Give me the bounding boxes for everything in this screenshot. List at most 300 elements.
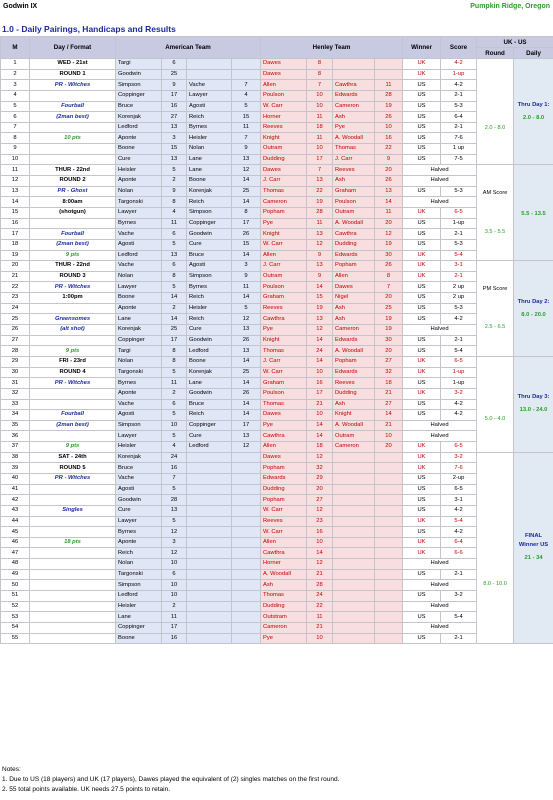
table-row — [1, 229, 553, 240]
note-1: 1. Due to US (18 players) and UK (17 players), Dawes played the equivalent of (2) singles matches on the first round. — [2, 776, 340, 783]
uk-player-2: Ash — [333, 399, 375, 410]
us-handicap-2: 14 — [232, 293, 261, 304]
session-score — [477, 165, 514, 261]
winner-cell: US — [403, 527, 441, 538]
uk-player-1: W. Carr — [261, 239, 307, 250]
uk-player-1: Dawes — [261, 410, 307, 421]
uk-player-1: Poulson — [261, 388, 307, 399]
winner-cell: UK — [403, 442, 441, 453]
table-row — [1, 69, 553, 80]
us-player-1: Bruce — [116, 101, 162, 112]
notes-heading: Notes: — [2, 766, 21, 773]
us-player-1: Heisler — [116, 165, 162, 176]
us-handicap-1: 13 — [162, 505, 187, 516]
match-number: 6 — [1, 112, 30, 123]
table-row — [1, 144, 553, 155]
uk-player-2: Knight — [333, 410, 375, 421]
uk-player-1: Cawthra — [261, 548, 307, 559]
uk-handicap-1: 12 — [307, 452, 333, 463]
day-format-cell — [30, 484, 116, 495]
match-number: 34 — [1, 410, 30, 421]
uk-handicap-2: 30 — [375, 250, 403, 261]
us-player-1: Aponte — [116, 176, 162, 187]
us-handicap-1: 5 — [162, 165, 187, 176]
uk-player-2: Outram — [333, 207, 375, 218]
winner-cell: UK — [403, 69, 441, 80]
uk-player-1: Dawes — [261, 69, 307, 80]
uk-handicap-1: 7 — [307, 80, 333, 91]
uk-player-1: Reeves — [261, 122, 307, 133]
us-player-1: Agosti — [116, 484, 162, 495]
table-row — [1, 399, 553, 410]
uk-player-2 — [333, 484, 375, 495]
score-cell: 6-5 — [441, 442, 477, 453]
us-handicap-2 — [232, 569, 261, 580]
uk-handicap-2: 19 — [375, 314, 403, 325]
uk-handicap-1: 12 — [307, 325, 333, 336]
us-handicap-2 — [232, 633, 261, 644]
uk-handicap-1: 14 — [307, 420, 333, 431]
winner-cell: US — [403, 154, 441, 165]
uk-player-2: Outram — [333, 431, 375, 442]
uk-handicap-1: 10 — [307, 90, 333, 101]
uk-handicap-1: 13 — [307, 176, 333, 187]
winner-cell: US — [403, 90, 441, 101]
event-name: Godwin IX — [3, 3, 38, 10]
uk-player-1: Dudding — [261, 484, 307, 495]
table-row — [1, 218, 553, 229]
us-handicap-2: 5 — [232, 303, 261, 314]
score-cell: 4-2 — [441, 399, 477, 410]
match-number: 11 — [1, 165, 30, 176]
score-cell: 6-5 — [441, 207, 477, 218]
day-format-cell — [30, 335, 116, 346]
match-number: 28 — [1, 346, 30, 357]
us-player-2: Korenjak — [187, 186, 232, 197]
us-handicap-2: 12 — [232, 314, 261, 325]
uk-player-1: Edwards — [261, 473, 307, 484]
match-number: 25 — [1, 314, 30, 325]
us-player-1: Targonski — [116, 367, 162, 378]
us-handicap-2: 25 — [232, 186, 261, 197]
score-cell: 6-5 — [441, 356, 477, 367]
winner-cell: UK — [403, 59, 441, 70]
us-handicap-2: 14 — [232, 197, 261, 208]
uk-handicap-2: 26 — [375, 112, 403, 123]
table-row — [1, 112, 553, 123]
winner-cell: UK — [403, 207, 441, 218]
table-row — [1, 537, 553, 548]
uk-handicap-2 — [375, 484, 403, 495]
table-row — [1, 250, 553, 261]
table-row — [1, 505, 553, 516]
us-handicap-2: 12 — [232, 165, 261, 176]
us-handicap-2: 5 — [232, 101, 261, 112]
us-player-1: Korenjak — [116, 325, 162, 336]
uk-handicap-2: 20 — [375, 293, 403, 304]
daily-total: 8.0 - 20.0 — [521, 311, 546, 318]
uk-handicap-1: 19 — [307, 197, 333, 208]
uk-handicap-1: 17 — [307, 154, 333, 165]
uk-player-1: Poulson — [261, 282, 307, 293]
us-player-1: Korenjak — [116, 112, 162, 123]
us-handicap-1: 8 — [162, 197, 187, 208]
uk-player-1: Thomas — [261, 346, 307, 357]
uk-player-1: W. Carr — [261, 101, 307, 112]
us-player-2: Ledford — [187, 442, 232, 453]
uk-player-1: Pye — [261, 218, 307, 229]
us-handicap-1: 16 — [162, 463, 187, 474]
us-player-2: Lane — [187, 154, 232, 165]
winner-cell: UK — [403, 367, 441, 378]
table-row — [1, 463, 553, 474]
day-format-cell — [30, 303, 116, 314]
winner-cell: UK — [403, 261, 441, 272]
winner-cell: Halved — [403, 580, 477, 591]
day-format-cell: 10 pts — [30, 133, 116, 144]
us-player-1: Simpson — [116, 580, 162, 591]
table-row — [1, 186, 553, 197]
us-player-2: Cure — [187, 239, 232, 250]
winner-cell: Halved — [403, 431, 477, 442]
uk-player-1: Popham — [261, 463, 307, 474]
col-winner: Winner — [403, 37, 441, 59]
match-number: 46 — [1, 537, 30, 548]
col-ukus: UK - US — [477, 37, 553, 48]
uk-handicap-1: 11 — [307, 133, 333, 144]
uk-handicap-1: 11 — [307, 112, 333, 123]
uk-handicap-2: 8 — [375, 271, 403, 282]
score-cell: 2 up — [441, 293, 477, 304]
us-handicap-2 — [232, 473, 261, 484]
us-handicap-1: 5 — [162, 239, 187, 250]
uk-handicap-2 — [375, 463, 403, 474]
day-format-cell — [30, 622, 116, 633]
day-format-cell: 9 pts — [30, 442, 116, 453]
uk-handicap-1: 14 — [307, 431, 333, 442]
match-number: 55 — [1, 633, 30, 644]
uk-player-2: Ash — [333, 303, 375, 314]
day-format-cell: (shotgun) — [30, 207, 116, 218]
uk-player-1: Graham — [261, 378, 307, 389]
uk-handicap-1: 18 — [307, 442, 333, 453]
match-number: 19 — [1, 250, 30, 261]
uk-handicap-1: 21 — [307, 622, 333, 633]
us-handicap-2: 17 — [232, 420, 261, 431]
col-american: American Team — [116, 37, 261, 59]
us-handicap-1: 3 — [162, 537, 187, 548]
us-handicap-2 — [232, 69, 261, 80]
us-player-2: Goodwin — [187, 335, 232, 346]
match-number: 3 — [1, 80, 30, 91]
match-number: 54 — [1, 622, 30, 633]
day-format-cell: ROUND 1 — [30, 69, 116, 80]
us-handicap-2: 14 — [232, 410, 261, 421]
uk-player-1: Outram — [261, 144, 307, 155]
uk-player-1: W. Carr — [261, 367, 307, 378]
uk-player-2: Reeves — [333, 165, 375, 176]
daily-label: Thru Day 2: — [517, 298, 550, 305]
us-handicap-1: 5 — [162, 282, 187, 293]
us-player-1: Boone — [116, 633, 162, 644]
uk-handicap-2: 26 — [375, 176, 403, 187]
table-row — [1, 165, 553, 176]
uk-player-1: Pye — [261, 325, 307, 336]
uk-player-1: Graham — [261, 293, 307, 304]
us-player-1: Boone — [116, 293, 162, 304]
score-cell: 6-4 — [441, 112, 477, 123]
us-handicap-1: 6 — [162, 229, 187, 240]
score-cell: 1-up — [441, 69, 477, 80]
us-handicap-2 — [232, 591, 261, 602]
us-player-2: Byrnes — [187, 122, 232, 133]
winner-cell: US — [403, 378, 441, 389]
uk-handicap-2 — [375, 505, 403, 516]
uk-player-1: Cameron — [261, 197, 307, 208]
table-row — [1, 282, 553, 293]
score-cell: 5-4 — [441, 612, 477, 623]
uk-handicap-2: 20 — [375, 165, 403, 176]
winner-cell: US — [403, 410, 441, 421]
match-number: 37 — [1, 442, 30, 453]
uk-player-2: J. Carr — [333, 154, 375, 165]
uk-handicap-1: 14 — [307, 282, 333, 293]
day-format-cell: PR - Witches — [30, 473, 116, 484]
us-player-2: Simpson — [187, 271, 232, 282]
uk-handicap-1: 14 — [307, 335, 333, 346]
uk-player-1: Allen — [261, 537, 307, 548]
score-cell: 2-1 — [441, 633, 477, 644]
us-player-1: Coppinger — [116, 90, 162, 101]
uk-handicap-2: 11 — [375, 207, 403, 218]
uk-handicap-2 — [375, 69, 403, 80]
uk-player-2: Thomas — [333, 144, 375, 155]
uk-handicap-1: 12 — [307, 559, 333, 570]
us-player-2 — [187, 559, 232, 570]
spacer — [479, 198, 511, 227]
us-handicap-2: 14 — [232, 378, 261, 389]
uk-player-1: Dawes — [261, 59, 307, 70]
winner-cell: Halved — [403, 325, 477, 336]
us-handicap-2 — [232, 601, 261, 612]
us-handicap-1: 17 — [162, 335, 187, 346]
table-row — [1, 633, 553, 644]
uk-handicap-1: 16 — [307, 527, 333, 538]
uk-player-2 — [333, 537, 375, 548]
us-handicap-1: 2 — [162, 303, 187, 314]
table-row — [1, 239, 553, 250]
winner-cell: US — [403, 80, 441, 91]
uk-handicap-2: 21 — [375, 388, 403, 399]
day-format-cell: Greensomes — [30, 314, 116, 325]
uk-handicap-1: 13 — [307, 314, 333, 325]
uk-handicap-1: 29 — [307, 473, 333, 484]
us-player-2: Reich — [187, 314, 232, 325]
us-player-1: Targonski — [116, 197, 162, 208]
uk-handicap-1: 10 — [307, 144, 333, 155]
uk-player-2 — [333, 473, 375, 484]
uk-handicap-1: 10 — [307, 537, 333, 548]
us-player-1: Targonski — [116, 569, 162, 580]
score-cell: 2-1 — [441, 122, 477, 133]
uk-handicap-2: 19 — [375, 101, 403, 112]
pairings-table — [0, 36, 553, 644]
uk-handicap-1: 32 — [307, 463, 333, 474]
us-handicap-1: 13 — [162, 122, 187, 133]
score-cell: 7-6 — [441, 133, 477, 144]
us-player-1: Nolan — [116, 559, 162, 570]
uk-handicap-1: 14 — [307, 548, 333, 559]
uk-handicap-2: 32 — [375, 367, 403, 378]
score-cell: 1-up — [441, 367, 477, 378]
uk-player-2: Nigel — [333, 293, 375, 304]
col-henley: Henley Team — [261, 37, 403, 59]
winner-cell: US — [403, 505, 441, 516]
match-number: 36 — [1, 431, 30, 442]
us-player-2 — [187, 612, 232, 623]
uk-handicap-2 — [375, 537, 403, 548]
table-row — [1, 569, 553, 580]
us-player-1: Lane — [116, 314, 162, 325]
day-format-cell: (alt shot) — [30, 325, 116, 336]
match-number: 44 — [1, 516, 30, 527]
uk-player-1: J. Carr — [261, 176, 307, 187]
us-handicap-1: 28 — [162, 495, 187, 506]
us-handicap-2 — [232, 559, 261, 570]
us-handicap-2: 26 — [232, 229, 261, 240]
uk-handicap-2 — [375, 548, 403, 559]
spacer — [479, 90, 511, 124]
winner-cell: US — [403, 133, 441, 144]
us-player-2: Lane — [187, 165, 232, 176]
uk-player-2: Cawthra — [333, 80, 375, 91]
us-player-2: Byrnes — [187, 282, 232, 293]
us-handicap-1: 10 — [162, 559, 187, 570]
session-total: 3.5 - 5.5 — [484, 228, 506, 235]
uk-player-2: Cameron — [333, 101, 375, 112]
winner-cell: US — [403, 335, 441, 346]
us-player-1: Aponte — [116, 303, 162, 314]
us-player-1: Byrnes — [116, 527, 162, 538]
match-number: 2 — [1, 69, 30, 80]
us-player-1: Aponte — [116, 537, 162, 548]
daily-label: FINAL — [524, 533, 543, 540]
day-format-cell: PR - Witches — [30, 378, 116, 389]
uk-player-2: Pye — [333, 122, 375, 133]
table-row — [1, 378, 553, 389]
session-score — [477, 261, 514, 357]
match-number: 10 — [1, 154, 30, 165]
day-format-cell: 1:00pm — [30, 293, 116, 304]
uk-player-1: Thomas — [261, 591, 307, 602]
table-row — [1, 452, 553, 463]
spacer — [479, 507, 511, 580]
match-number: 48 — [1, 559, 30, 570]
uk-player-1: Poulson — [261, 90, 307, 101]
us-player-1: Heisler — [116, 442, 162, 453]
uk-player-2 — [333, 59, 375, 70]
match-number: 43 — [1, 505, 30, 516]
day-format-cell — [30, 559, 116, 570]
winner-cell: US — [403, 495, 441, 506]
uk-player-2: Graham — [333, 186, 375, 197]
us-handicap-1: 14 — [162, 293, 187, 304]
score-cell: 5-4 — [441, 346, 477, 357]
match-number: 8 — [1, 133, 30, 144]
us-player-1: Ledford — [116, 122, 162, 133]
us-player-2: Reich — [187, 410, 232, 421]
us-player-2: Reich — [187, 293, 232, 304]
daily-label-2: Winner US — [518, 542, 549, 549]
uk-handicap-1: 22 — [307, 601, 333, 612]
match-number: 7 — [1, 122, 30, 133]
match-number: 9 — [1, 144, 30, 155]
us-handicap-2 — [232, 59, 261, 70]
uk-player-1: A. Woodall — [261, 569, 307, 580]
us-handicap-2: 12 — [232, 442, 261, 453]
uk-handicap-1: 24 — [307, 591, 333, 602]
us-player-2: Korenjak — [187, 367, 232, 378]
us-handicap-1: 8 — [162, 346, 187, 357]
winner-cell: Halved — [403, 420, 477, 431]
uk-handicap-1: 16 — [307, 378, 333, 389]
us-player-2 — [187, 495, 232, 506]
uk-player-2: A. Woodall — [333, 346, 375, 357]
us-player-2 — [187, 484, 232, 495]
us-player-2 — [187, 569, 232, 580]
uk-handicap-1: 11 — [307, 612, 333, 623]
us-handicap-2: 14 — [232, 399, 261, 410]
us-handicap-1: 17 — [162, 622, 187, 633]
session-total: 2.5 - 6.5 — [484, 324, 506, 331]
us-handicap-1: 2 — [162, 388, 187, 399]
us-player-2: Reich — [187, 197, 232, 208]
score-cell: 2-1 — [441, 569, 477, 580]
score-cell: 4-2 — [441, 410, 477, 421]
uk-player-2: Ash — [333, 112, 375, 123]
us-player-1: Nolan — [116, 186, 162, 197]
match-number: 47 — [1, 548, 30, 559]
table-row — [1, 495, 553, 506]
uk-player-1: Dawes — [261, 452, 307, 463]
us-handicap-2: 25 — [232, 367, 261, 378]
us-handicap-2 — [232, 452, 261, 463]
us-handicap-2: 17 — [232, 218, 261, 229]
uk-player-1: Knight — [261, 335, 307, 346]
uk-player-2: A. Woodall — [333, 218, 375, 229]
us-handicap-1: 5 — [162, 431, 187, 442]
uk-handicap-2 — [375, 633, 403, 644]
match-number: 15 — [1, 207, 30, 218]
uk-handicap-1: 13 — [307, 261, 333, 272]
match-number: 26 — [1, 325, 30, 336]
winner-cell: US — [403, 293, 441, 304]
table-row — [1, 410, 553, 421]
us-handicap-1: 11 — [162, 612, 187, 623]
us-handicap-2: 13 — [232, 325, 261, 336]
uk-handicap-2: 21 — [375, 420, 403, 431]
score-cell: 3-1 — [441, 495, 477, 506]
uk-player-2: Popham — [333, 261, 375, 272]
daily-score — [514, 165, 553, 261]
winner-cell: UK — [403, 548, 441, 559]
day-format-cell: Singles — [30, 505, 116, 516]
uk-handicap-1: 28 — [307, 207, 333, 218]
daily-total: 13.0 - 24.0 — [519, 407, 548, 414]
us-handicap-2: 11 — [232, 122, 261, 133]
winner-cell: US — [403, 633, 441, 644]
session-label: PM Score — [482, 285, 508, 292]
